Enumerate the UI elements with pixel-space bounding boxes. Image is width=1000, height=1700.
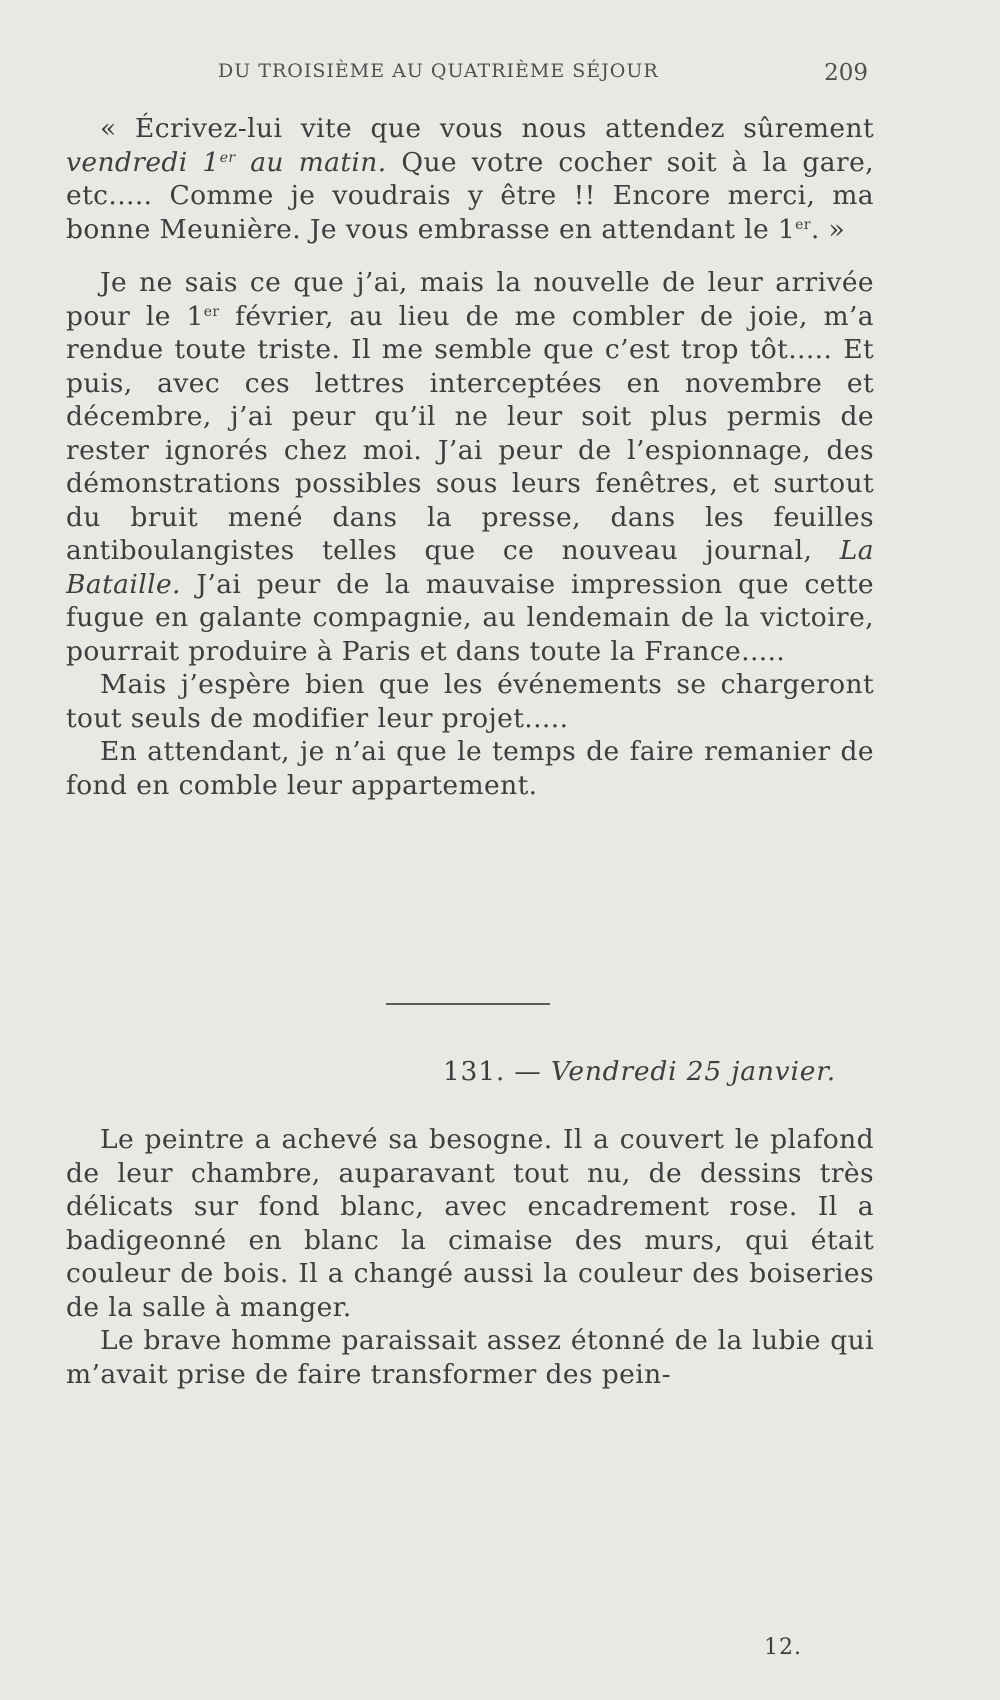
section-divider: [386, 1003, 550, 1005]
entry-number: 131. —: [442, 1056, 551, 1087]
paragraph: [66, 266, 874, 668]
paragraph: Le brave homme paraissait assez étonné de la lubie qui m’avait prise de faire transformer des pein-: [66, 1325, 874, 1390]
quote-close-text: . »: [810, 213, 846, 245]
running-head-title: DU TROISIÈME AU QUATRIÈME SÉJOUR: [218, 60, 659, 82]
superscript-er: er: [219, 149, 236, 166]
quote-italic-text: [66, 147, 387, 178]
page-number: 209: [824, 60, 868, 86]
paragraph-text: février, au lieu de me combler de joie, m’a rendue toute triste. Il me semble que c’est trop tôt..... Et puis, avec ces lettres interceptées en novembre et décembre, j’ai peur qu’il ne leur soit plus permis de rester ignorés chez moi. J’ai peur de l’espionnage, des démonstrations possibles sous leurs fenêtres, et surtout du bruit mené dans la presse, dans les feuilles antiboulangistes telles que ce nouveau journal,: [66, 300, 875, 566]
entry-date: Vendredi 25 janvier.: [550, 1056, 836, 1087]
entry-heading: [443, 1056, 836, 1087]
paragraph-text: Je ne sais ce que j’ai, mais la nouvelle de leur arrivée pour le 1: [66, 267, 874, 332]
quoted-letter-paragraph: [66, 112, 874, 246]
newspaper-title: La Bataille.: [66, 535, 874, 600]
body-text-top: [66, 112, 874, 802]
paragraph: Le peintre a achevé sa besogne. Il a couvert le plafond de leur chambre, auparavant tout nu, de dessins très délicats sur fond blanc, avec encadrement rose. Il a badigeonné en blanc la cimaise des murs, qui était couleur de bois. Il a changé aussi la couleur des boiseries de la salle à manger.: [66, 1124, 874, 1323]
quote-italic-b: au matin.: [235, 146, 387, 178]
superscript-er: er: [795, 216, 811, 233]
quote-rest-text: Que votre cocher soit à la gare, etc..... Comme je voudrais y être !! Encore merci, ma bonne Meunière. Je vous embrasse en attendant le 1: [66, 146, 874, 245]
superscript-er: er: [203, 303, 220, 320]
paragraph: En attendant, je n’ai que le temps de faire remanier de fond en comble leur appartement.: [66, 736, 874, 801]
body-text-bottom: [66, 1123, 874, 1391]
paragraph-text: J’ai peur de la mauvaise impression que cette fugue en galante compagnie, au lendemain de la victoire, pourrait produire à Paris et dans toute la France.....: [66, 568, 874, 667]
paragraph: Mais j’espère bien que les événements se chargeront tout seuls de modifier leur projet.....: [66, 669, 874, 734]
running-head: [68, 60, 868, 90]
quote-open-text: « Écrivez-lui vite que vous nous attendez sûrement: [100, 113, 874, 144]
signature-mark: 12.: [764, 1635, 802, 1660]
quote-italic-a: vendredi 1: [66, 146, 220, 178]
